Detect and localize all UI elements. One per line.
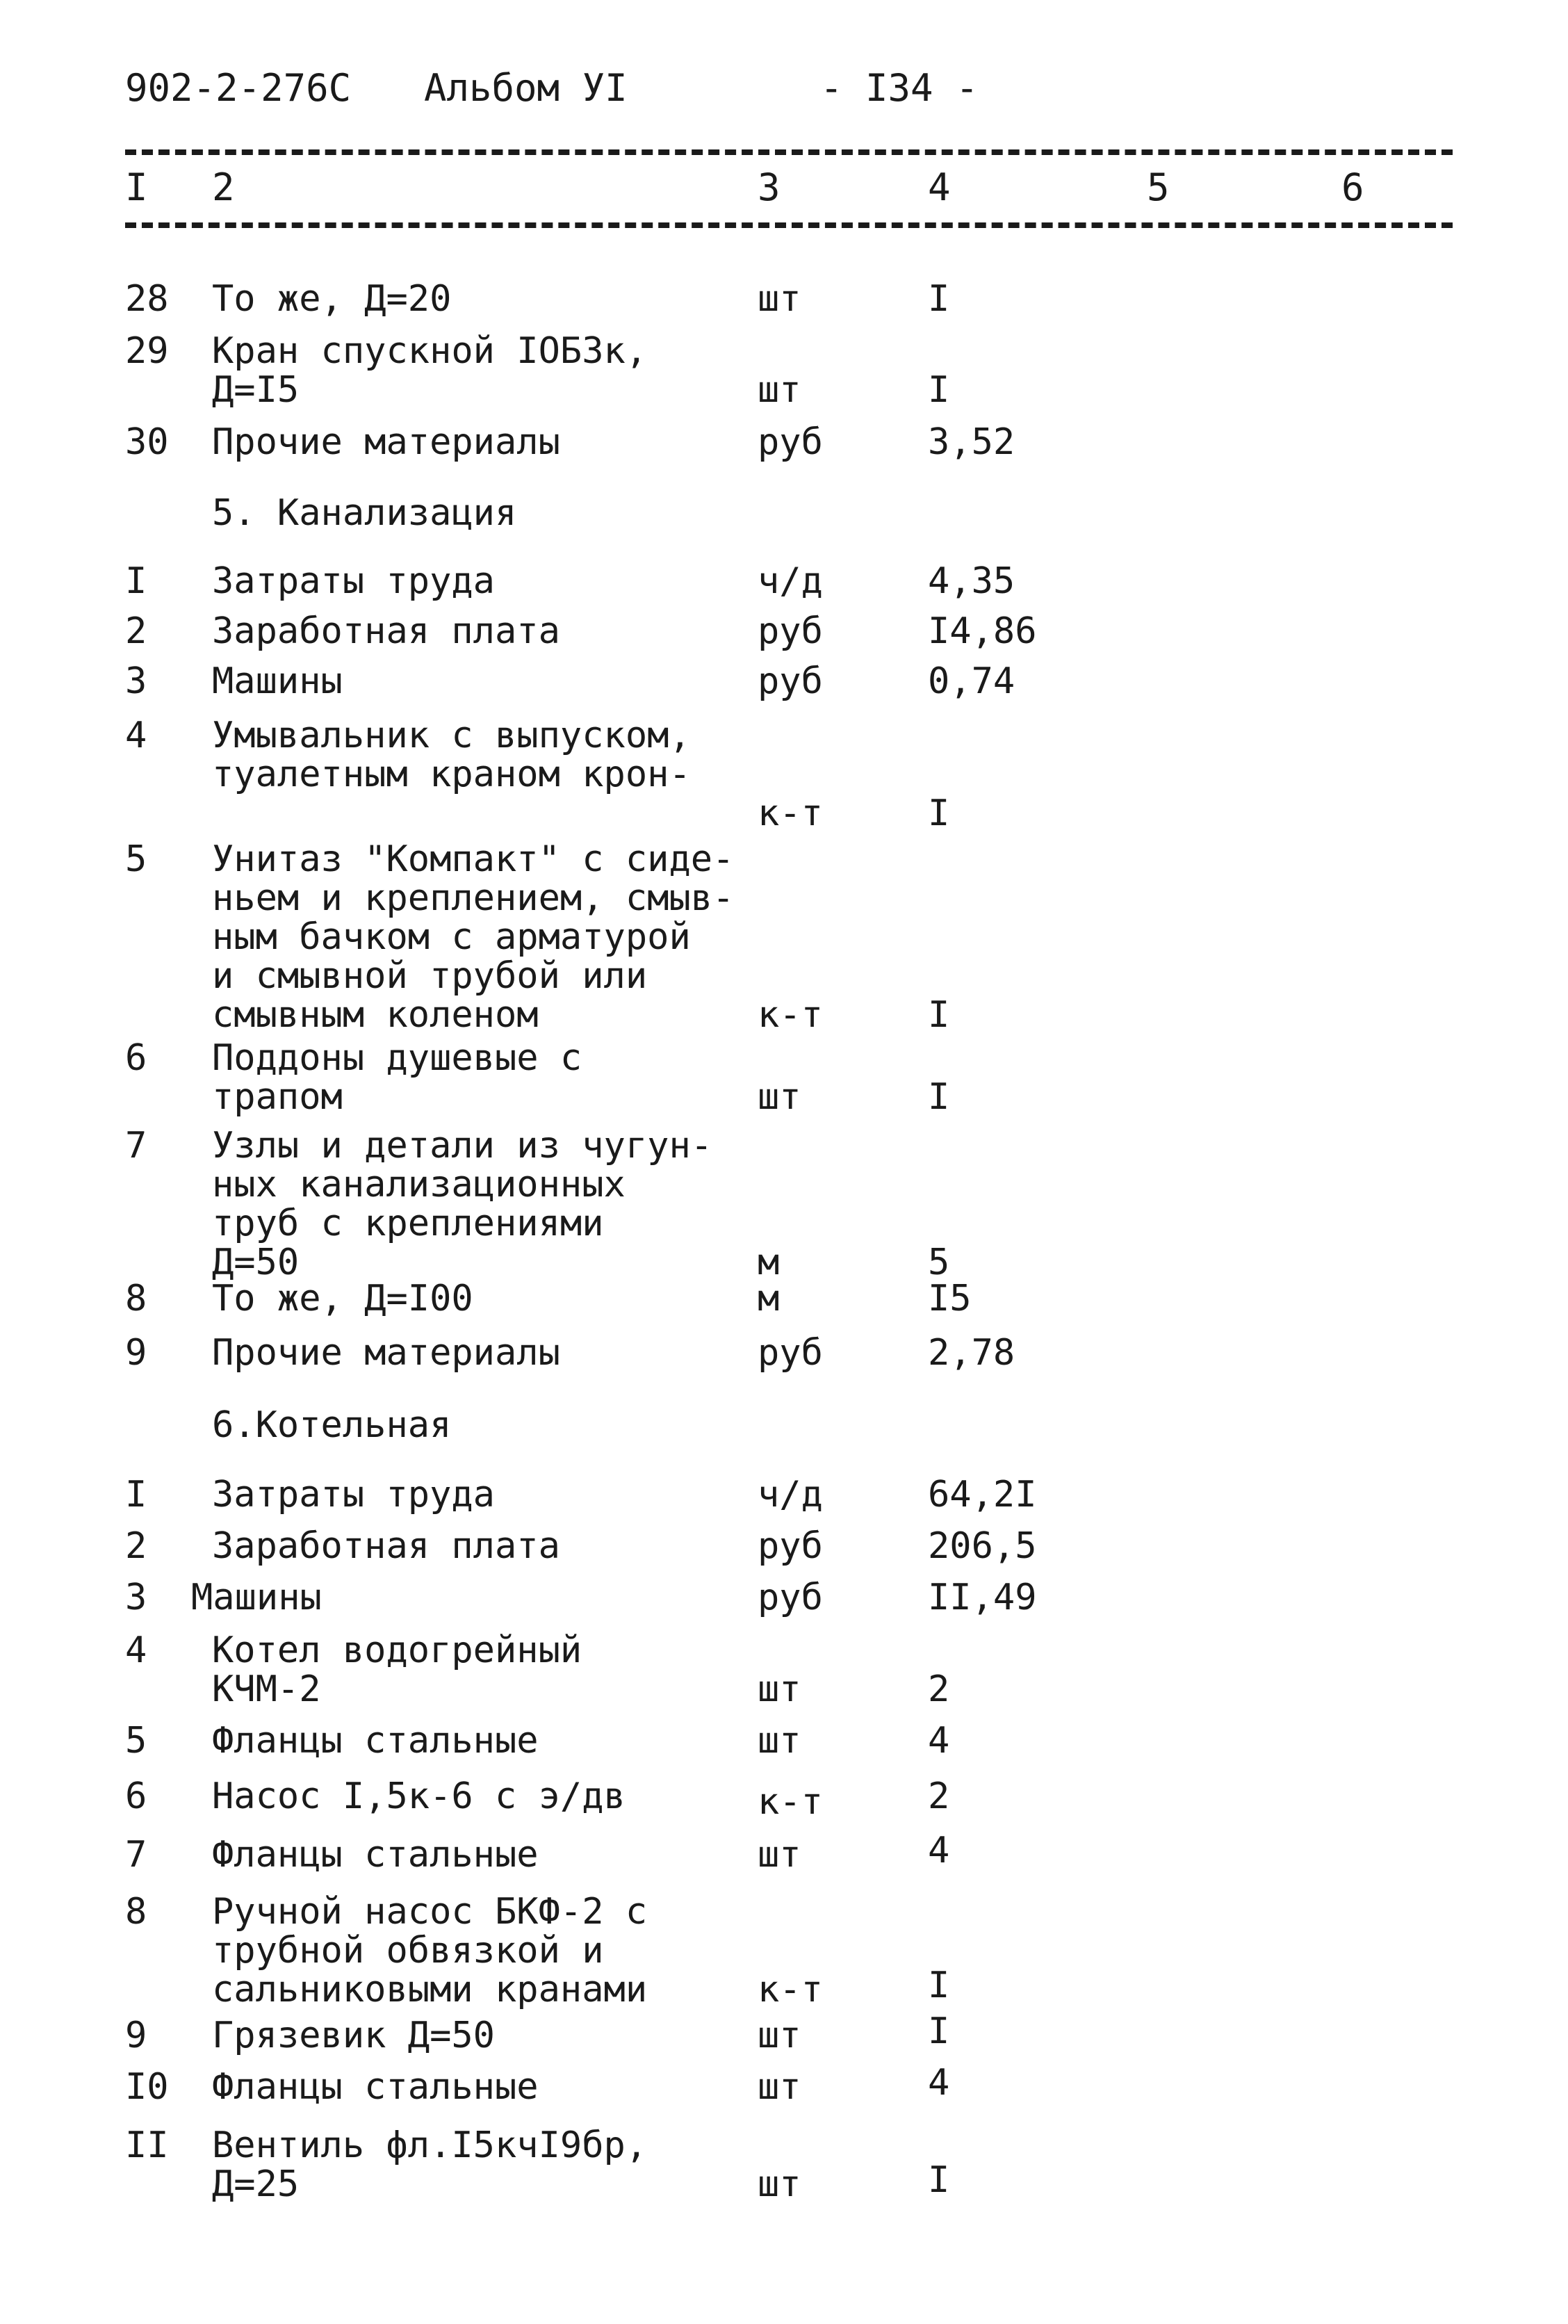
item-unit: шт [758, 2163, 801, 2205]
item-quantity: I [928, 2159, 950, 2201]
item-unit: к-т [758, 1969, 823, 2010]
page-number: - I34 - [820, 66, 979, 110]
item-name: Заработная плата [212, 1525, 560, 1567]
row-number: II [125, 2124, 169, 2166]
item-quantity: I [928, 994, 950, 1036]
item-name: То же, Д=I00 [212, 1278, 473, 1319]
row-number: 2 [125, 1525, 147, 1567]
item-unit: шт [758, 2066, 801, 2108]
item-quantity: I [928, 2010, 950, 2052]
row-number: 9 [125, 1332, 147, 1374]
row-number: 2 [125, 610, 147, 652]
item-unit: шт [758, 369, 801, 411]
item-name: Насос I,5к-6 с э/дв [212, 1775, 626, 1817]
item-name: Затраты труда [212, 560, 495, 602]
item-quantity: I4,86 [928, 610, 1037, 652]
item-unit: руб [758, 1577, 823, 1618]
column-header-1: I [125, 165, 148, 209]
section-heading-sewerage: 5. Канализация [212, 492, 517, 534]
table-top-rule [125, 149, 1453, 155]
item-unit: к-т [758, 793, 823, 834]
item-quantity: 206,5 [928, 1525, 1037, 1567]
row-number: 3 [125, 1577, 147, 1618]
item-name: Вентиль фл.I5кчI9бр, Д=25 [212, 2124, 648, 2205]
item-unit: ч/д [758, 1474, 823, 1516]
row-number: 5 [125, 838, 147, 880]
table-header-rule [125, 222, 1453, 228]
item-unit: шт [758, 1076, 801, 1118]
item-unit: шт [758, 2015, 801, 2056]
row-number: 28 [125, 278, 169, 320]
item-quantity: I [928, 369, 950, 411]
item-unit: шт [758, 1668, 801, 1710]
item-quantity: 2,78 [928, 1332, 1015, 1374]
row-number: 7 [125, 1125, 147, 1167]
item-name: Прочие материалы [212, 421, 560, 463]
item-quantity: II,49 [928, 1577, 1037, 1618]
item-unit: м [758, 1278, 780, 1319]
item-name: Котел водогрейный КЧМ-2 [212, 1630, 582, 1710]
item-quantity: 0,74 [928, 660, 1015, 702]
item-name: Фланцы стальные [212, 1720, 539, 1762]
item-name: Грязевик Д=50 [212, 2015, 495, 2056]
item-name: Унитаз "Компакт" с сиде- ньем и креплением, смыв- ным бачком с арматурой и смывной трубой или смывным коленом [212, 838, 735, 1036]
row-number: I0 [125, 2066, 169, 2108]
row-number: 6 [125, 1775, 147, 1817]
item-quantity: 4,35 [928, 560, 1015, 602]
item-name: Фланцы стальные [212, 1834, 539, 1876]
column-header-3: 3 [758, 165, 781, 209]
item-unit: руб [758, 1525, 823, 1567]
item-unit: руб [758, 610, 823, 652]
item-quantity: 2 [928, 1775, 950, 1817]
item-quantity: I [928, 1076, 950, 1118]
item-name: Узлы и детали из чугун- ных канализационных труб с креплениями Д=50 [212, 1125, 713, 1283]
item-quantity: 3,52 [928, 421, 1015, 463]
row-number: 4 [125, 715, 147, 756]
row-number: 4 [125, 1630, 147, 1671]
column-header-4: 4 [928, 165, 951, 209]
item-unit: к-т [758, 994, 823, 1036]
item-name: Машины [212, 660, 343, 702]
column-header-6: 6 [1341, 165, 1364, 209]
item-name: Ручной насос БКФ-2 с трубной обвязкой и сальниковыми кранами [212, 1891, 648, 2010]
item-quantity: 4 [928, 2062, 950, 2104]
item-unit: руб [758, 660, 823, 702]
item-name: Кран спускной IОБЗк, Д=I5 [212, 330, 648, 411]
row-number: 9 [125, 2015, 147, 2056]
item-quantity: 4 [928, 1830, 950, 1871]
item-quantity: I [928, 793, 950, 834]
item-quantity: 4 [928, 1720, 950, 1762]
item-quantity: I [928, 278, 950, 320]
item-quantity: 5 [928, 1242, 950, 1283]
item-name: Затраты труда [212, 1474, 495, 1516]
item-quantity: 64,2I [928, 1474, 1037, 1516]
row-number: 8 [125, 1891, 147, 1933]
item-name: Умывальник с выпуском, туалетным краном крон- [212, 715, 691, 795]
row-number: 29 [125, 330, 169, 372]
item-unit: шт [758, 1720, 801, 1762]
column-header-2: 2 [212, 165, 235, 209]
item-name: Машины [191, 1577, 322, 1618]
column-header-5: 5 [1147, 165, 1170, 209]
row-number: I [125, 560, 147, 602]
album-label: Альбом УI [424, 66, 628, 110]
row-number: I [125, 1474, 147, 1516]
row-number: 8 [125, 1278, 147, 1319]
item-unit: м [758, 1242, 780, 1283]
item-name: То же, Д=20 [212, 278, 452, 320]
item-quantity: 2 [928, 1668, 950, 1710]
item-unit: руб [758, 421, 823, 463]
item-name: Заработная плата [212, 610, 560, 652]
item-unit: шт [758, 1834, 801, 1876]
row-number: 30 [125, 421, 169, 463]
section-heading-boiler-room: 6.Котельная [212, 1404, 452, 1446]
item-name: Фланцы стальные [212, 2066, 539, 2108]
row-number: 6 [125, 1037, 147, 1079]
row-number: 7 [125, 1834, 147, 1876]
project-code: 902-2-276С [125, 66, 352, 110]
item-unit: шт [758, 278, 801, 320]
row-number: 3 [125, 660, 147, 702]
item-unit: ч/д [758, 560, 823, 602]
item-quantity: I5 [928, 1278, 972, 1319]
item-quantity: I [928, 1965, 950, 2006]
item-name: Прочие материалы [212, 1332, 560, 1374]
item-unit: руб [758, 1332, 823, 1374]
item-name: Поддоны душевые с трапом [212, 1037, 582, 1118]
row-number: 5 [125, 1720, 147, 1762]
item-unit: к-т [758, 1781, 823, 1823]
